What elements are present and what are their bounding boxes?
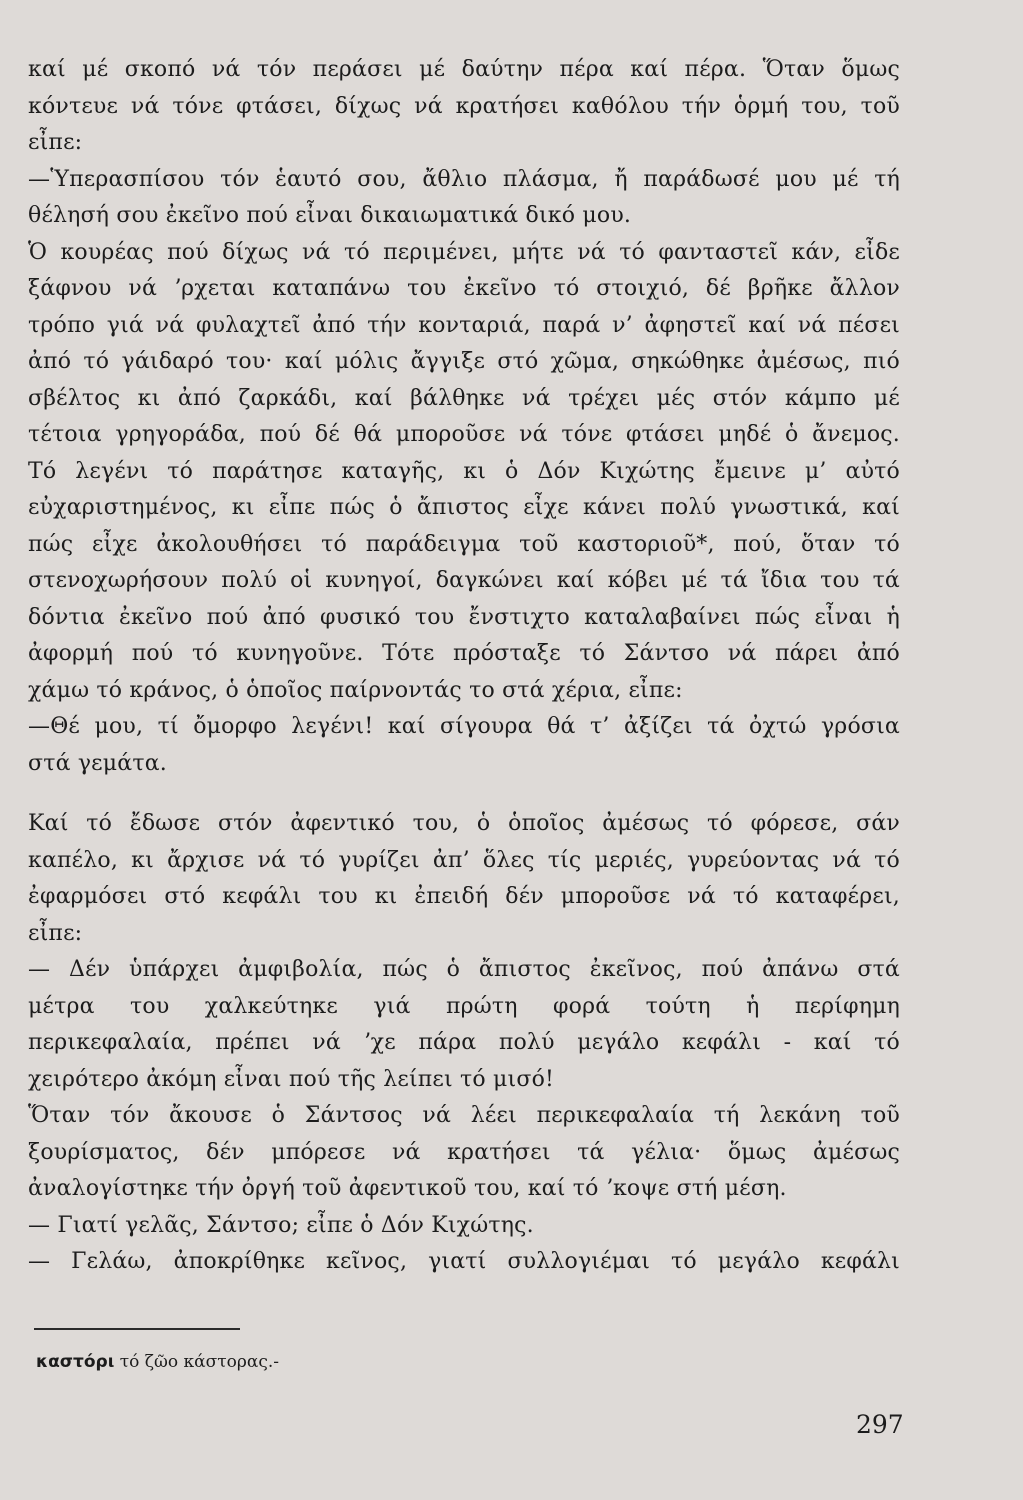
- text-line: ἀπό τό γάιδαρό του· καί μόλις ἄγγιξε στό χῶμα, σηκώθηκε ἀμέσως, πιό: [28, 349, 900, 374]
- text-line: — Γελάω, ἀποκρίθηκε κεῖνος, γιατί συλλογιέμαι τό μεγάλο κεφάλι: [28, 1249, 900, 1274]
- text-line: εἶπε:: [28, 920, 83, 946]
- text-line: εἶπε:: [28, 130, 83, 155]
- text-line: εὐχαριστημένος, κι εἶπε πώς ὁ ἄπιστος εἶχε κάνει πολύ γνωστικά, καί: [28, 495, 900, 520]
- text-line: σβέλτος κι ἀπό ζαρκάδι, καί βάλθηκε νά τρέχει μές στόν κάμπο μέ: [28, 385, 900, 411]
- paragraph-gap: [28, 782, 900, 806]
- footnote-term: καστόρι: [36, 1352, 115, 1372]
- text-line: —Θέ μου, τί ὄμορφο λεγένι! καί σίγουρα θά τ’ ἀξίζει τά ὀχτώ γρόσια: [28, 714, 900, 739]
- text-line: ξάφνου νά ʼρχεται καταπάνω του ἐκεῖνο τό στοιχιό, δέ βρῆκε ἄλλον: [28, 276, 900, 301]
- text-line: Τό λεγένι τό παράτησε καταγῆς, κι ὁ Δόν Κιχώτης ἔμεινε μ’ αὐτό: [28, 458, 900, 484]
- text-line: καπέλο, κι ἄρχισε νά τό γυρίζει ἀπ’ ὅλες τίς μεριές, γυρεύοντας νά τό: [28, 847, 900, 873]
- text-line: στενοχωρήσουν πολύ οἱ κυνηγοί, δαγκώνει καί κόβει μέ τά ἴδια του τά: [28, 568, 900, 593]
- text-line: χειρότερο ἀκόμη εἶναι πού τῆς λείπει τό μισό!: [28, 1066, 555, 1092]
- text-line: ξουρίσματος, δέν μπόρεσε νά κρατήσει τά γέλια· ὅμως ἀμέσως: [28, 1139, 900, 1165]
- text-line: ἐφαρμόσει στό κεφάλι του κι ἐπειδή δέν μποροῦσε νά τό καταφέρει,: [28, 884, 900, 909]
- text-line: πώς εἶχε ἀκολουθήσει τό παράδειγμα τοῦ καστοριοῦ*, πού, ὅταν τό: [28, 531, 900, 557]
- footnote-definition: τό ζῶο κάστορας.-: [114, 1352, 279, 1372]
- text-line: ἀφορμή πού τό κυνηγοῦνε. Τότε πρόσταξε τό Σάντσο νά πάρει ἀπό: [28, 641, 900, 666]
- text-line: καί μέ σκοπό νά τόν περάσει μέ δαύτην πέρα καί πέρα. Ὅταν ὅμως: [28, 57, 900, 82]
- text-line: Ὅταν τόν ἄκουσε ὁ Σάντσος νά λέει περικεφαλαία τή λεκάνη τοῦ: [28, 1103, 900, 1128]
- footnote: [36, 1352, 279, 1372]
- text-line: χάμω τό κράνος, ὁ ὁποῖος παίρνοντάς το στά χέρια, εἶπε:: [28, 677, 683, 703]
- text-line: τέτοια γρηγοράδα, πού δέ θά μποροῦσε νά τόνε φτάσει μηδέ ὁ ἄνεμος.: [28, 422, 900, 447]
- text-line: Ὁ κουρέας πού δίχως νά τό περιμένει, μήτε νά τό φανταστεῖ κάν, εἶδε: [28, 239, 900, 265]
- text-line: ἀναλογίστηκε τήν ὀργή τοῦ ἀφεντικοῦ του, καί τό ʼκοψε στή μέση.: [28, 1176, 787, 1201]
- text-line: μέτρα του χαλκεύτηκε γιά πρώτη φορά τούτη ἡ περίφημη: [28, 993, 900, 1019]
- text-line: κόντευε νά τόνε φτάσει, δίχως νά κρατήσει καθόλου τήν ὁρμή του, τοῦ: [28, 93, 900, 119]
- text-line: δόντια ἐκεῖνο πού ἀπό φυσικό του ἔνστιχτο καταλαβαίνει πώς εἶναι ἡ: [28, 604, 900, 630]
- footnote-rule: [34, 1328, 240, 1330]
- text-line: τρόπο γιά νά φυλαχτεῖ ἀπό τήν κονταριά, παρά ν’ ἀφηστεῖ καί νά πέσει: [28, 312, 900, 338]
- body-text: [28, 52, 900, 1281]
- text-line: στά γεμάτα.: [28, 750, 167, 776]
- text-line: — Δέν ὑπάρχει ἀμφιβολία, πώς ὁ ἄπιστος ἐκεῖνος, πού ἀπάνω στά: [28, 957, 900, 982]
- text-line: περικεφαλαία, πρέπει νά ʼχε πάρα πολύ μεγάλο κεφάλι - καί τό: [28, 1030, 900, 1055]
- text-line: — Γιατί γελᾶς, Σάντσο; εἶπε ὁ Δόν Κιχώτης.: [28, 1212, 534, 1238]
- text-line: Καί τό ἔδωσε στόν ἀφεντικό του, ὁ ὁποῖος ἀμέσως τό φόρεσε, σάν: [28, 811, 900, 836]
- text-line: θέλησή σου ἐκεῖνο πού εἶναι δικαιωματικά δικό μου.: [28, 203, 632, 228]
- text-line: —Ὑπερασπίσου τόν ἑαυτό σου, ἄθλιο πλάσμα, ἤ παράδωσέ μου μέ τή: [28, 166, 900, 192]
- page-number: 297: [856, 1410, 904, 1439]
